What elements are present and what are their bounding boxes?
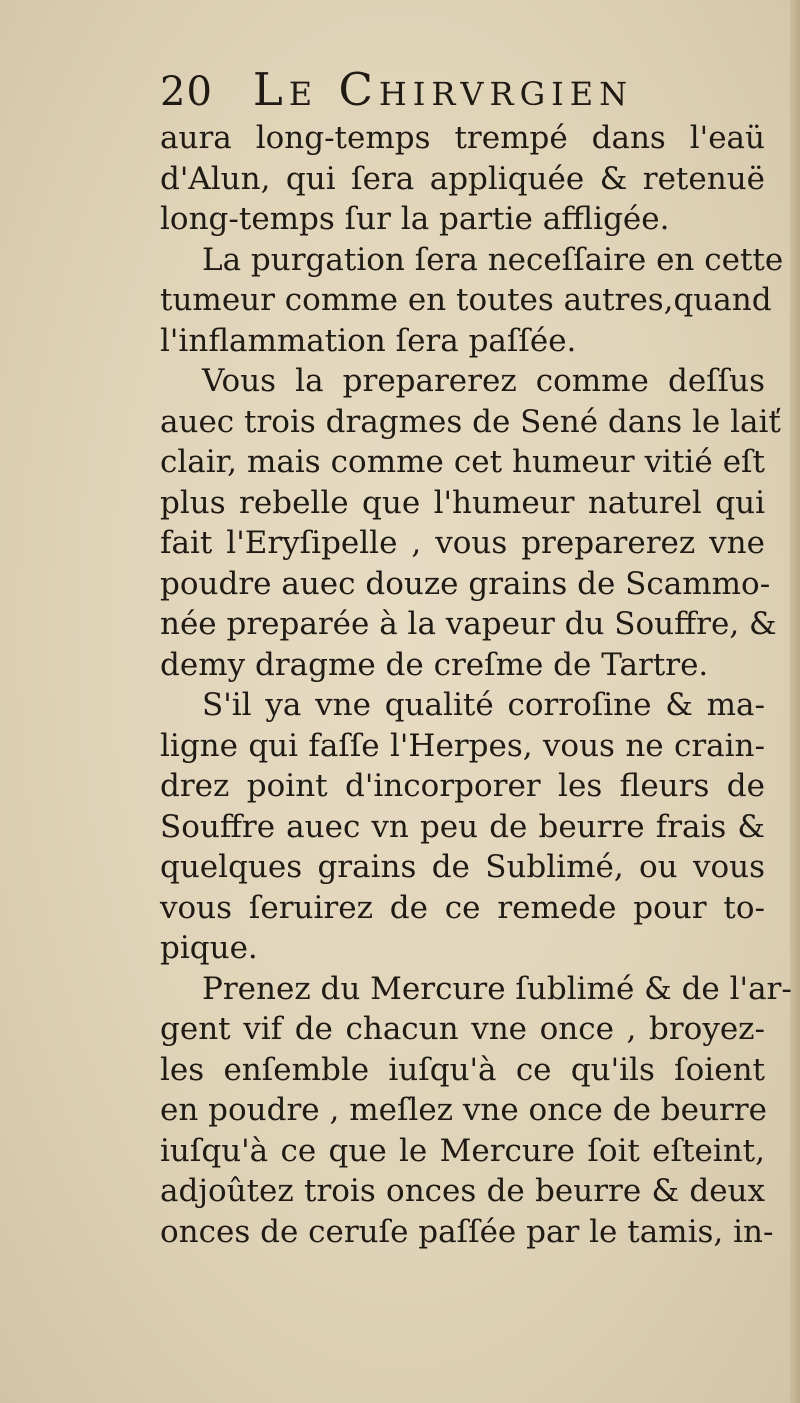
text-line: poudre auec douze grains de Scammo-: [160, 565, 771, 602]
text-line: drez point d'incorporer les fleurs de: [160, 768, 765, 804]
page-number: 20: [160, 69, 213, 115]
text-line: vous ſeruirez de ce remede pour to-: [160, 889, 765, 926]
text-line: quelques grains de Sublimé, ou vous: [160, 849, 765, 885]
text-line: d'Alun, qui ſera appliquée & retenuë: [160, 160, 765, 197]
text-line: auec trois dragmes de Sené dans le laiť: [160, 403, 781, 440]
text-line: pique.: [160, 930, 258, 966]
text-line: ligne qui faſſe l'Herpes, vous ne crain-: [160, 727, 765, 764]
body-text: [160, 118, 792, 1252]
text-line: en poudre , meſlez vne once de beurre: [160, 1092, 767, 1128]
text-line: fait l'Eryſipelle , vous preparerez vne: [160, 525, 765, 561]
running-title: Le Chirvrgien: [252, 63, 634, 116]
paragraph-start-line: La purgation ſera neceſſaire en cette: [202, 241, 784, 278]
text-line: les enſemble iuſqu'à ce qu'ils ſoient: [160, 1051, 765, 1088]
text-line: Souffre auec vn peu de beurre frais &: [160, 808, 765, 845]
text-line: l'inflammation ſera paſſée.: [160, 322, 577, 359]
text-line: née preparée à la vapeur du Souffre, &: [160, 606, 777, 642]
text-line: aura long-temps trempé dans l'eaü: [160, 120, 765, 156]
paragraph-start-line: Prenez du Mercure ſublimé & de l'ar-: [202, 970, 792, 1007]
text-line: iuſqu'à ce que le Mercure ſoit eſteint,: [160, 1132, 765, 1169]
text-line: long-temps ſur la partie affligée.: [160, 201, 670, 237]
text-line: gent vif de chacun vne once , broyez-: [160, 1011, 765, 1047]
text-line: clair, mais comme cet humeur vitié eſt: [160, 444, 765, 480]
paragraph-start-line: Vous la preparerez comme deſſus: [202, 363, 765, 399]
text-line: onces de ceruſe paſſée par le tamis, in-: [160, 1213, 774, 1250]
text-line: adjoûtez trois onces de beurre & deux: [160, 1173, 765, 1209]
text-line: plus rebelle que l'humeur naturel qui: [160, 484, 765, 521]
text-line: tumeur comme en toutes autres,quand: [160, 282, 772, 318]
running-head: [160, 62, 750, 118]
page-edge: [790, 0, 800, 1403]
paragraph-start-line: S'il ya vne qualité corroſine & ma-: [202, 687, 765, 723]
text-line: demy dragme de creſme de Tartre.: [160, 646, 709, 683]
